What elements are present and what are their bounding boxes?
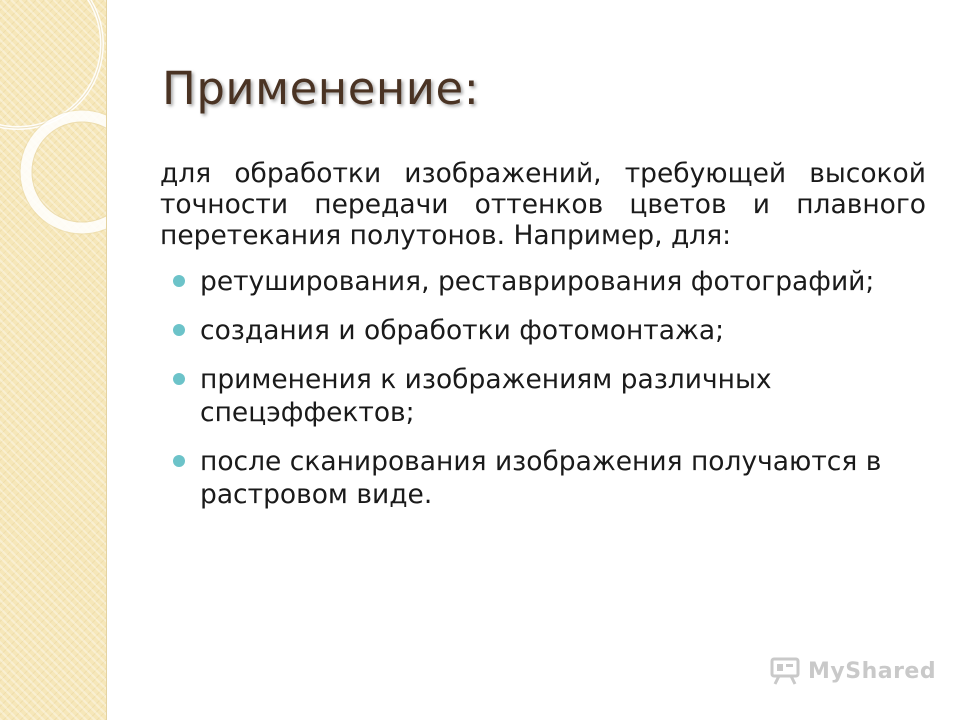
watermark-text: MyShared <box>808 658 937 684</box>
bullet-text: применения к изображениям различных спецэффектов; <box>200 364 772 428</box>
bullet-dot-icon <box>173 275 185 287</box>
list-item <box>160 314 926 347</box>
list-item <box>160 265 926 298</box>
slide-title: Применение: <box>162 62 480 115</box>
bullet-text: ретуширования, реставрирования фотографий; <box>200 266 875 297</box>
presentation-board-icon <box>768 656 802 686</box>
decorative-rings-icon <box>0 0 106 260</box>
bullet-dot-icon <box>173 324 185 336</box>
bullet-dot-icon <box>173 455 185 467</box>
list-item <box>160 445 926 511</box>
bullet-text: создания и обработки фотомонтажа; <box>200 315 725 346</box>
watermark-logo <box>768 656 936 686</box>
slide-body <box>160 158 926 527</box>
intro-paragraph: для обработки изображений, требующей высокой точности передачи оттенков цветов и плавного перетекания полутонов. Например, для: <box>160 158 926 251</box>
bullet-list <box>160 265 926 511</box>
bullet-text: после сканирования изображения получаются в растровом виде. <box>200 446 882 510</box>
list-item <box>160 363 926 429</box>
bullet-dot-icon <box>173 373 185 385</box>
